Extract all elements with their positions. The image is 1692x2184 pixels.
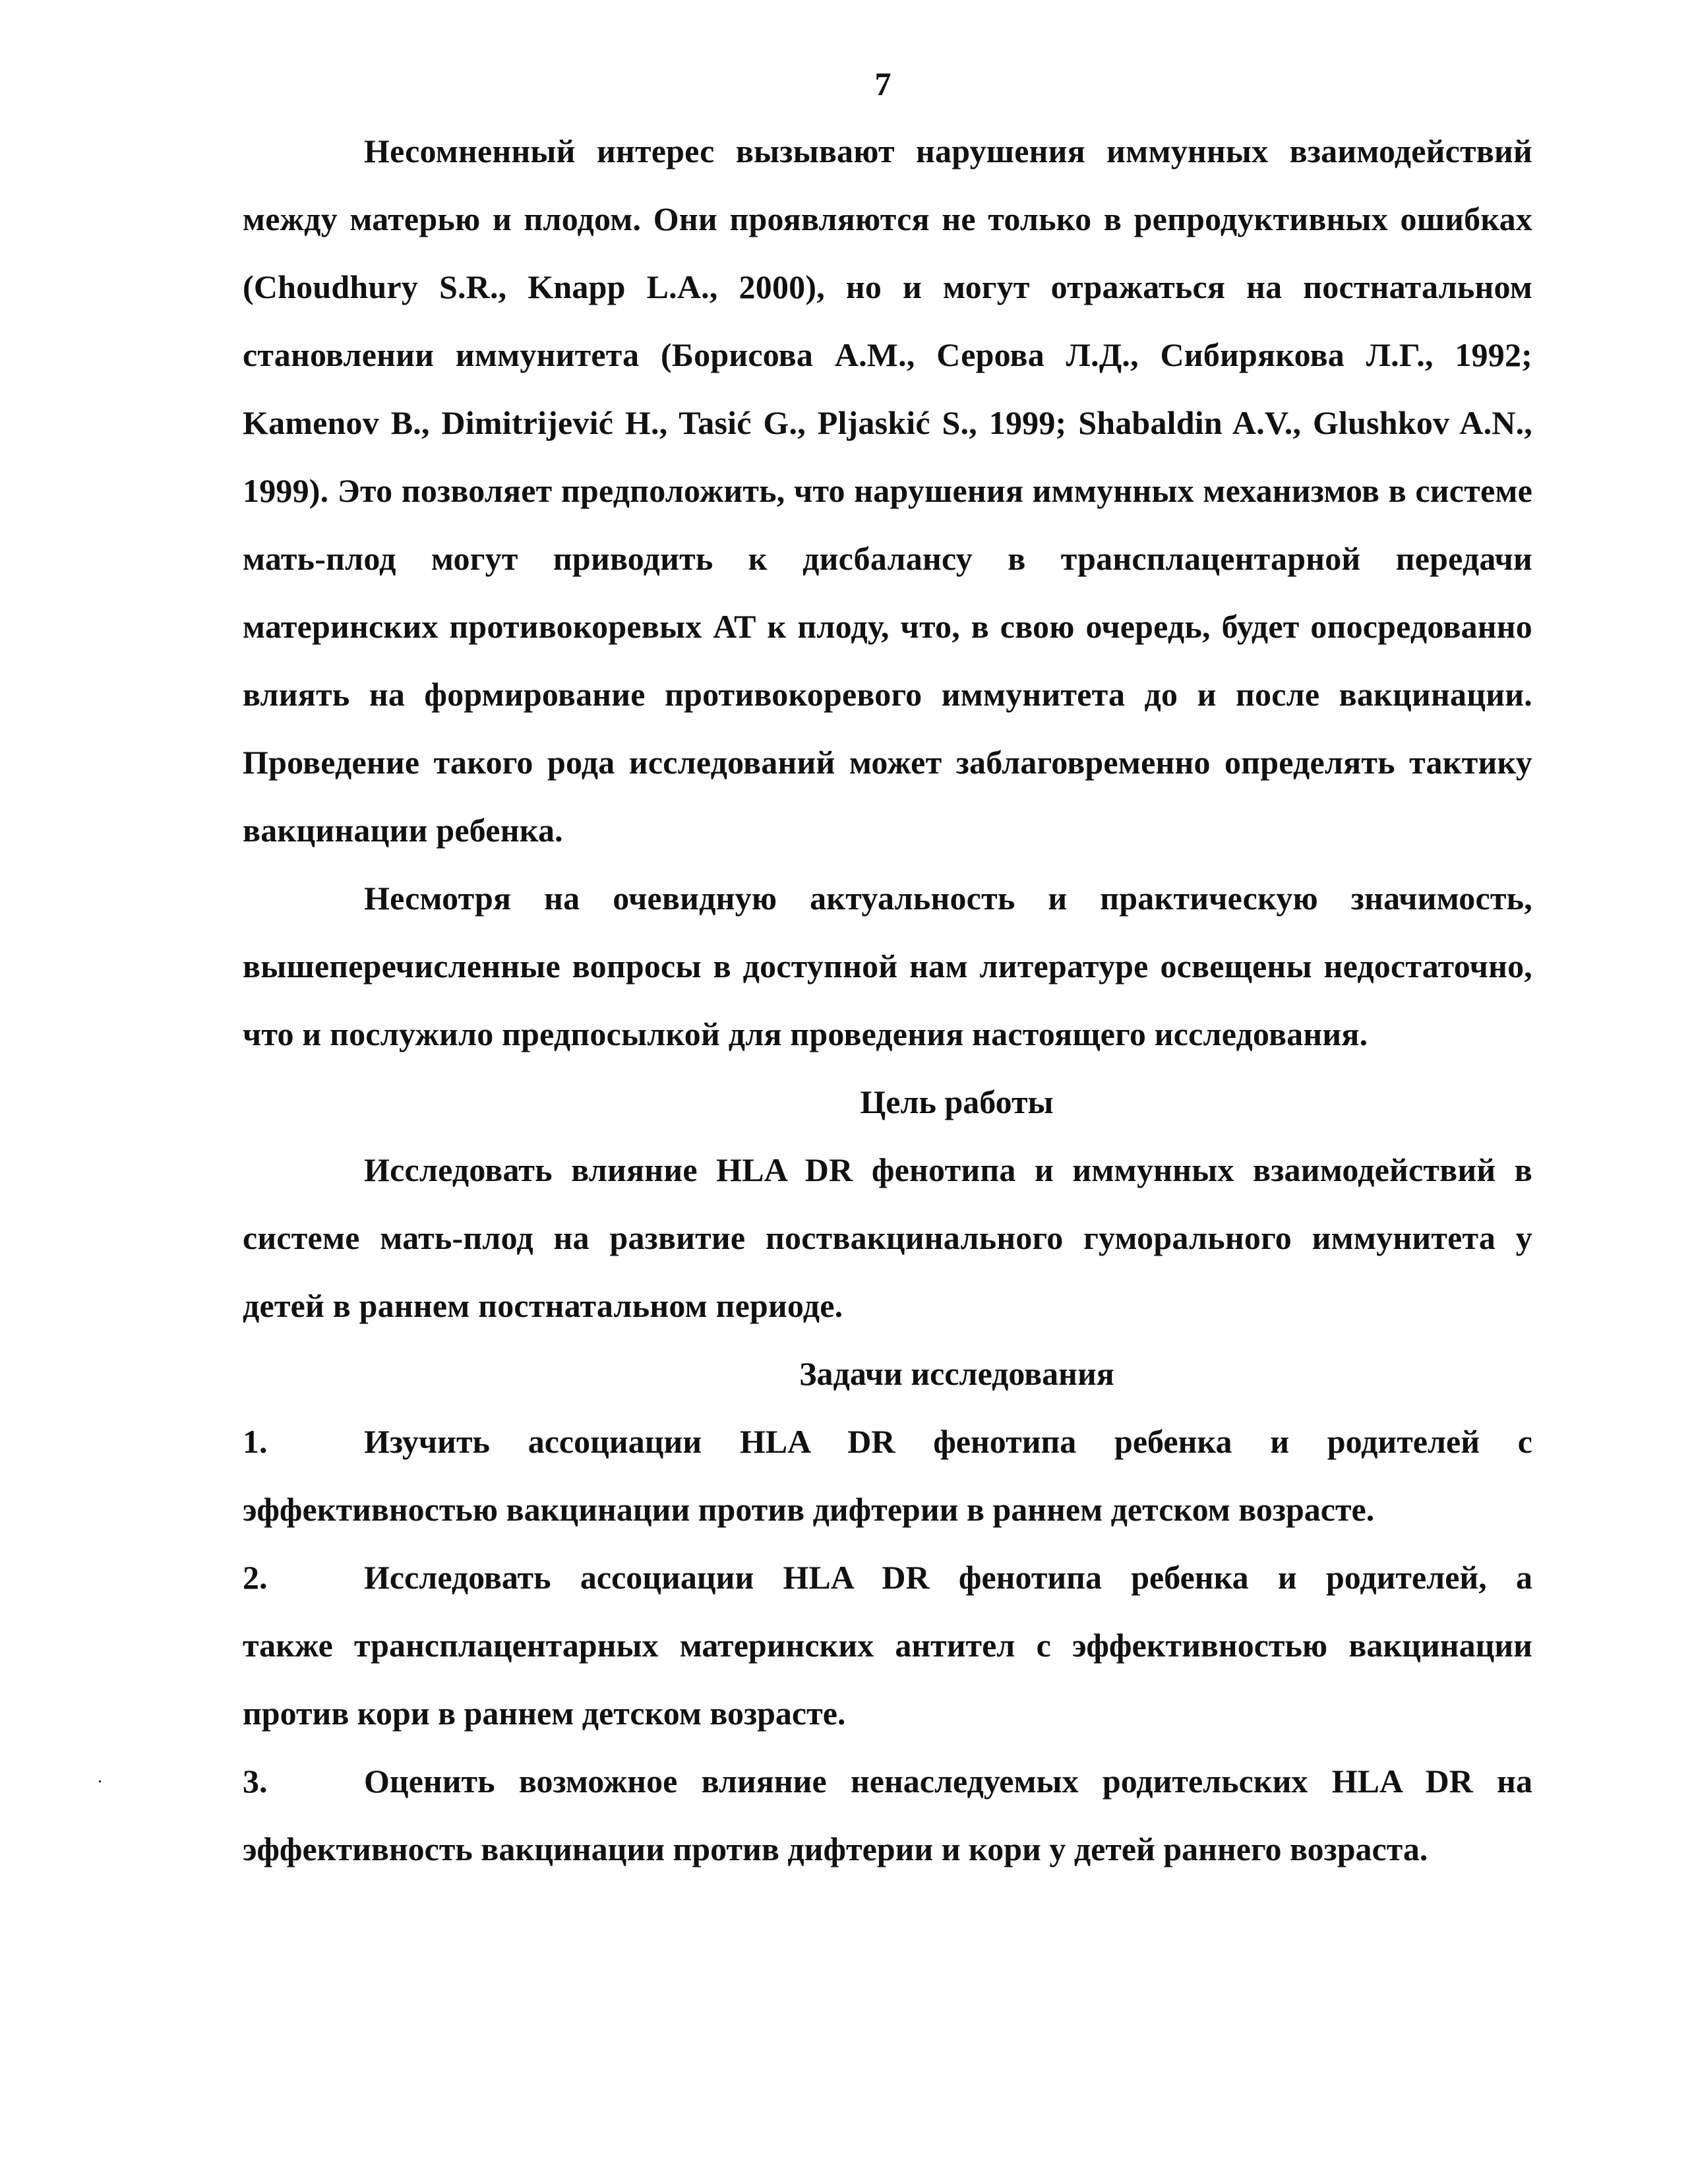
page-body xyxy=(243,117,1532,1883)
task-text-first-line: Изучить ассоциации HLA DR фенотипа ребенка и родителей с xyxy=(364,1423,1532,1460)
task-item-1 xyxy=(243,1408,1532,1544)
task-text-continuation: эффективность вакцинации против дифтерии и кори у детей раннего возраста. xyxy=(243,1831,1428,1867)
task-number: 1. xyxy=(243,1423,268,1460)
task-item-2 xyxy=(243,1544,1532,1747)
tasks-heading: Задачи исследования xyxy=(799,1355,1114,1392)
task-text-first-line: Исследовать ассоциации HLA DR фенотипа ребенка и родителей, а xyxy=(364,1559,1532,1596)
page-number: 7 xyxy=(874,65,891,102)
task-text-continuation: также трансплацентарных материнских антител с эффективностью вакцинации против кори в раннем детском возрасте. xyxy=(243,1627,1532,1732)
task-item-3 xyxy=(243,1747,1532,1883)
goal-text: Исследовать влияние HLA DR фенотипа и иммунных взаимодействий в системе мать-плод на развитие поствакцинального гуморального иммунитета у детей в раннем постнатальном периоде. xyxy=(243,1151,1532,1324)
paragraph-relevance: Несмотря на очевидную актуальность и практическую значимость, вышеперечисленные вопросы в доступной нам литературе освещены недостаточно, что и послужило предпосылкой для проведения настоящего исследования. xyxy=(243,880,1532,1052)
scan-artifact-dot xyxy=(99,1780,101,1782)
task-number: 2. xyxy=(243,1559,268,1596)
paragraph-intro: Несомненный интерес вызывают нарушения иммунных взаимодействий между матерью и плодом. Они проявляются не только в репродуктивных ошибках (Choudhury S.R., Knapp L.A., 2000), но и могут отражаться на постнатальном становлении иммунитета (Борисова А.М., Серова Л.Д., Сибирякова Л.Г., 1992; Kamenov B., Dimitrijević H., Tasić G., Pljaskić S., 1999; Shabaldin A.V., Glushkov A.N., 1999). Это позволяет предположить, что нарушения иммунных механизмов в системе мать-плод могут приводить к дисбалансу в трансплацентарной передачи материнских противокоревых АТ к плоду, что, в свою очередь, будет опосредованно влиять на формирование противокоревого иммунитета до и после вакцинации. Проведение такого рода исследований может заблаговременно определять тактику вакцинации ребенка. xyxy=(243,133,1532,849)
goal-heading: Цель работы xyxy=(860,1083,1054,1120)
task-number: 3. xyxy=(243,1763,268,1800)
task-text-continuation: эффективностью вакцинации против дифтерии в раннем детском возрасте. xyxy=(243,1491,1375,1528)
task-text-first-line: Оценить возможное влияние ненаследуемых родительских HLA DR на xyxy=(364,1763,1532,1800)
